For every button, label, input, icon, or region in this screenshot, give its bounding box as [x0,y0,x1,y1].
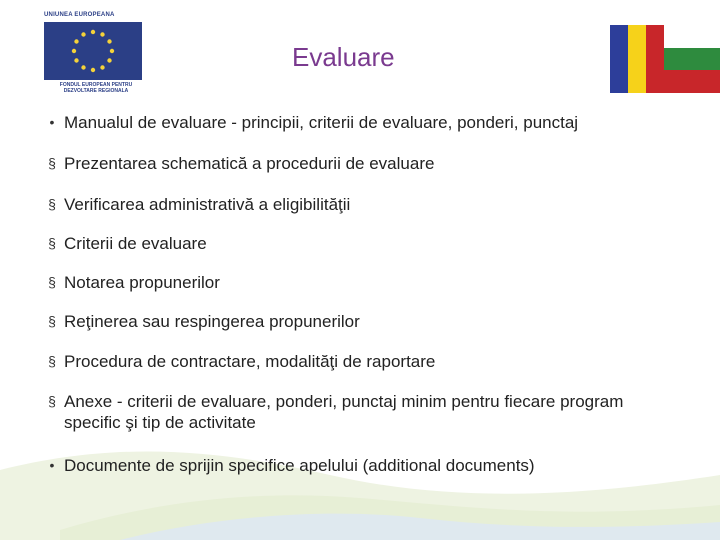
eu-logo-bottom-line2: DEZVOLTARE REGIONALA [63,88,129,94]
eu-logo-bottom-line1: FONDUL EUROPEAN PENTRU [59,82,133,88]
section-bullet-icon: § [48,313,56,329]
eu-star-icon [81,65,85,69]
section-bullet-icon: § [48,155,56,171]
eu-star-icon [81,32,85,36]
flag-red-stripe [646,25,664,93]
eu-flag-icon [44,22,142,80]
list-item-text: Reţinerea sau respingerea propunerilor [64,312,360,331]
list-item-text: Criterii de evaluare [64,234,207,253]
flag-green-stripe [664,48,720,70]
eu-star-icon [72,49,76,53]
section-bullet-icon: § [48,235,56,251]
eu-star-icon [91,30,95,34]
eu-star-icon [107,58,111,62]
section-bullet-icon: § [48,274,56,290]
list-item-text: Verificarea administrativă a eligibilităţii [64,195,351,214]
list-item-text: Manualul de evaluare - principii, criterii de evaluare, ponderi, punctaj [64,113,579,132]
ro-bg-flags-icon [610,25,720,93]
eu-star-icon [100,65,104,69]
eu-star-icon [74,58,78,62]
section-bullet-icon: § [48,353,56,369]
eu-star-icon [74,39,78,43]
section-bullet-icon: § [48,393,56,409]
eu-star-icon [107,39,111,43]
round-bullet-icon: • [49,457,55,473]
list-item-text: Documente de sprijin specifice apelului (additional documents) [64,456,535,475]
flag-yellow-stripe [628,25,646,93]
eu-star-icon [91,68,95,72]
flag-blue-stripe [610,25,628,93]
list-item-text: Procedura de contractare, modalităţi de raportare [64,352,436,371]
eu-logo-bottom-text [40,82,152,94]
list-item-text: Notarea propunerilor [64,273,220,292]
eu-logo [40,12,152,92]
flag-white-stripe [664,25,720,48]
slide-title: Evaluare [292,42,395,72]
list-item-text: Prezentarea schematică a procedurii de evaluare [64,154,435,173]
section-bullet-icon: § [48,196,56,212]
list-item-text: Anexe - criterii de evaluare, ponderi, punctaj minim pentru fiecare program specific şi tip de activitate [64,392,624,432]
eu-star-icon [110,49,114,53]
flag-red2-stripe [664,70,720,93]
round-bullet-icon: • [49,114,55,130]
eu-logo-top-text: UNIUNEA EUROPEANA [44,12,115,18]
eu-star-icon [100,32,104,36]
